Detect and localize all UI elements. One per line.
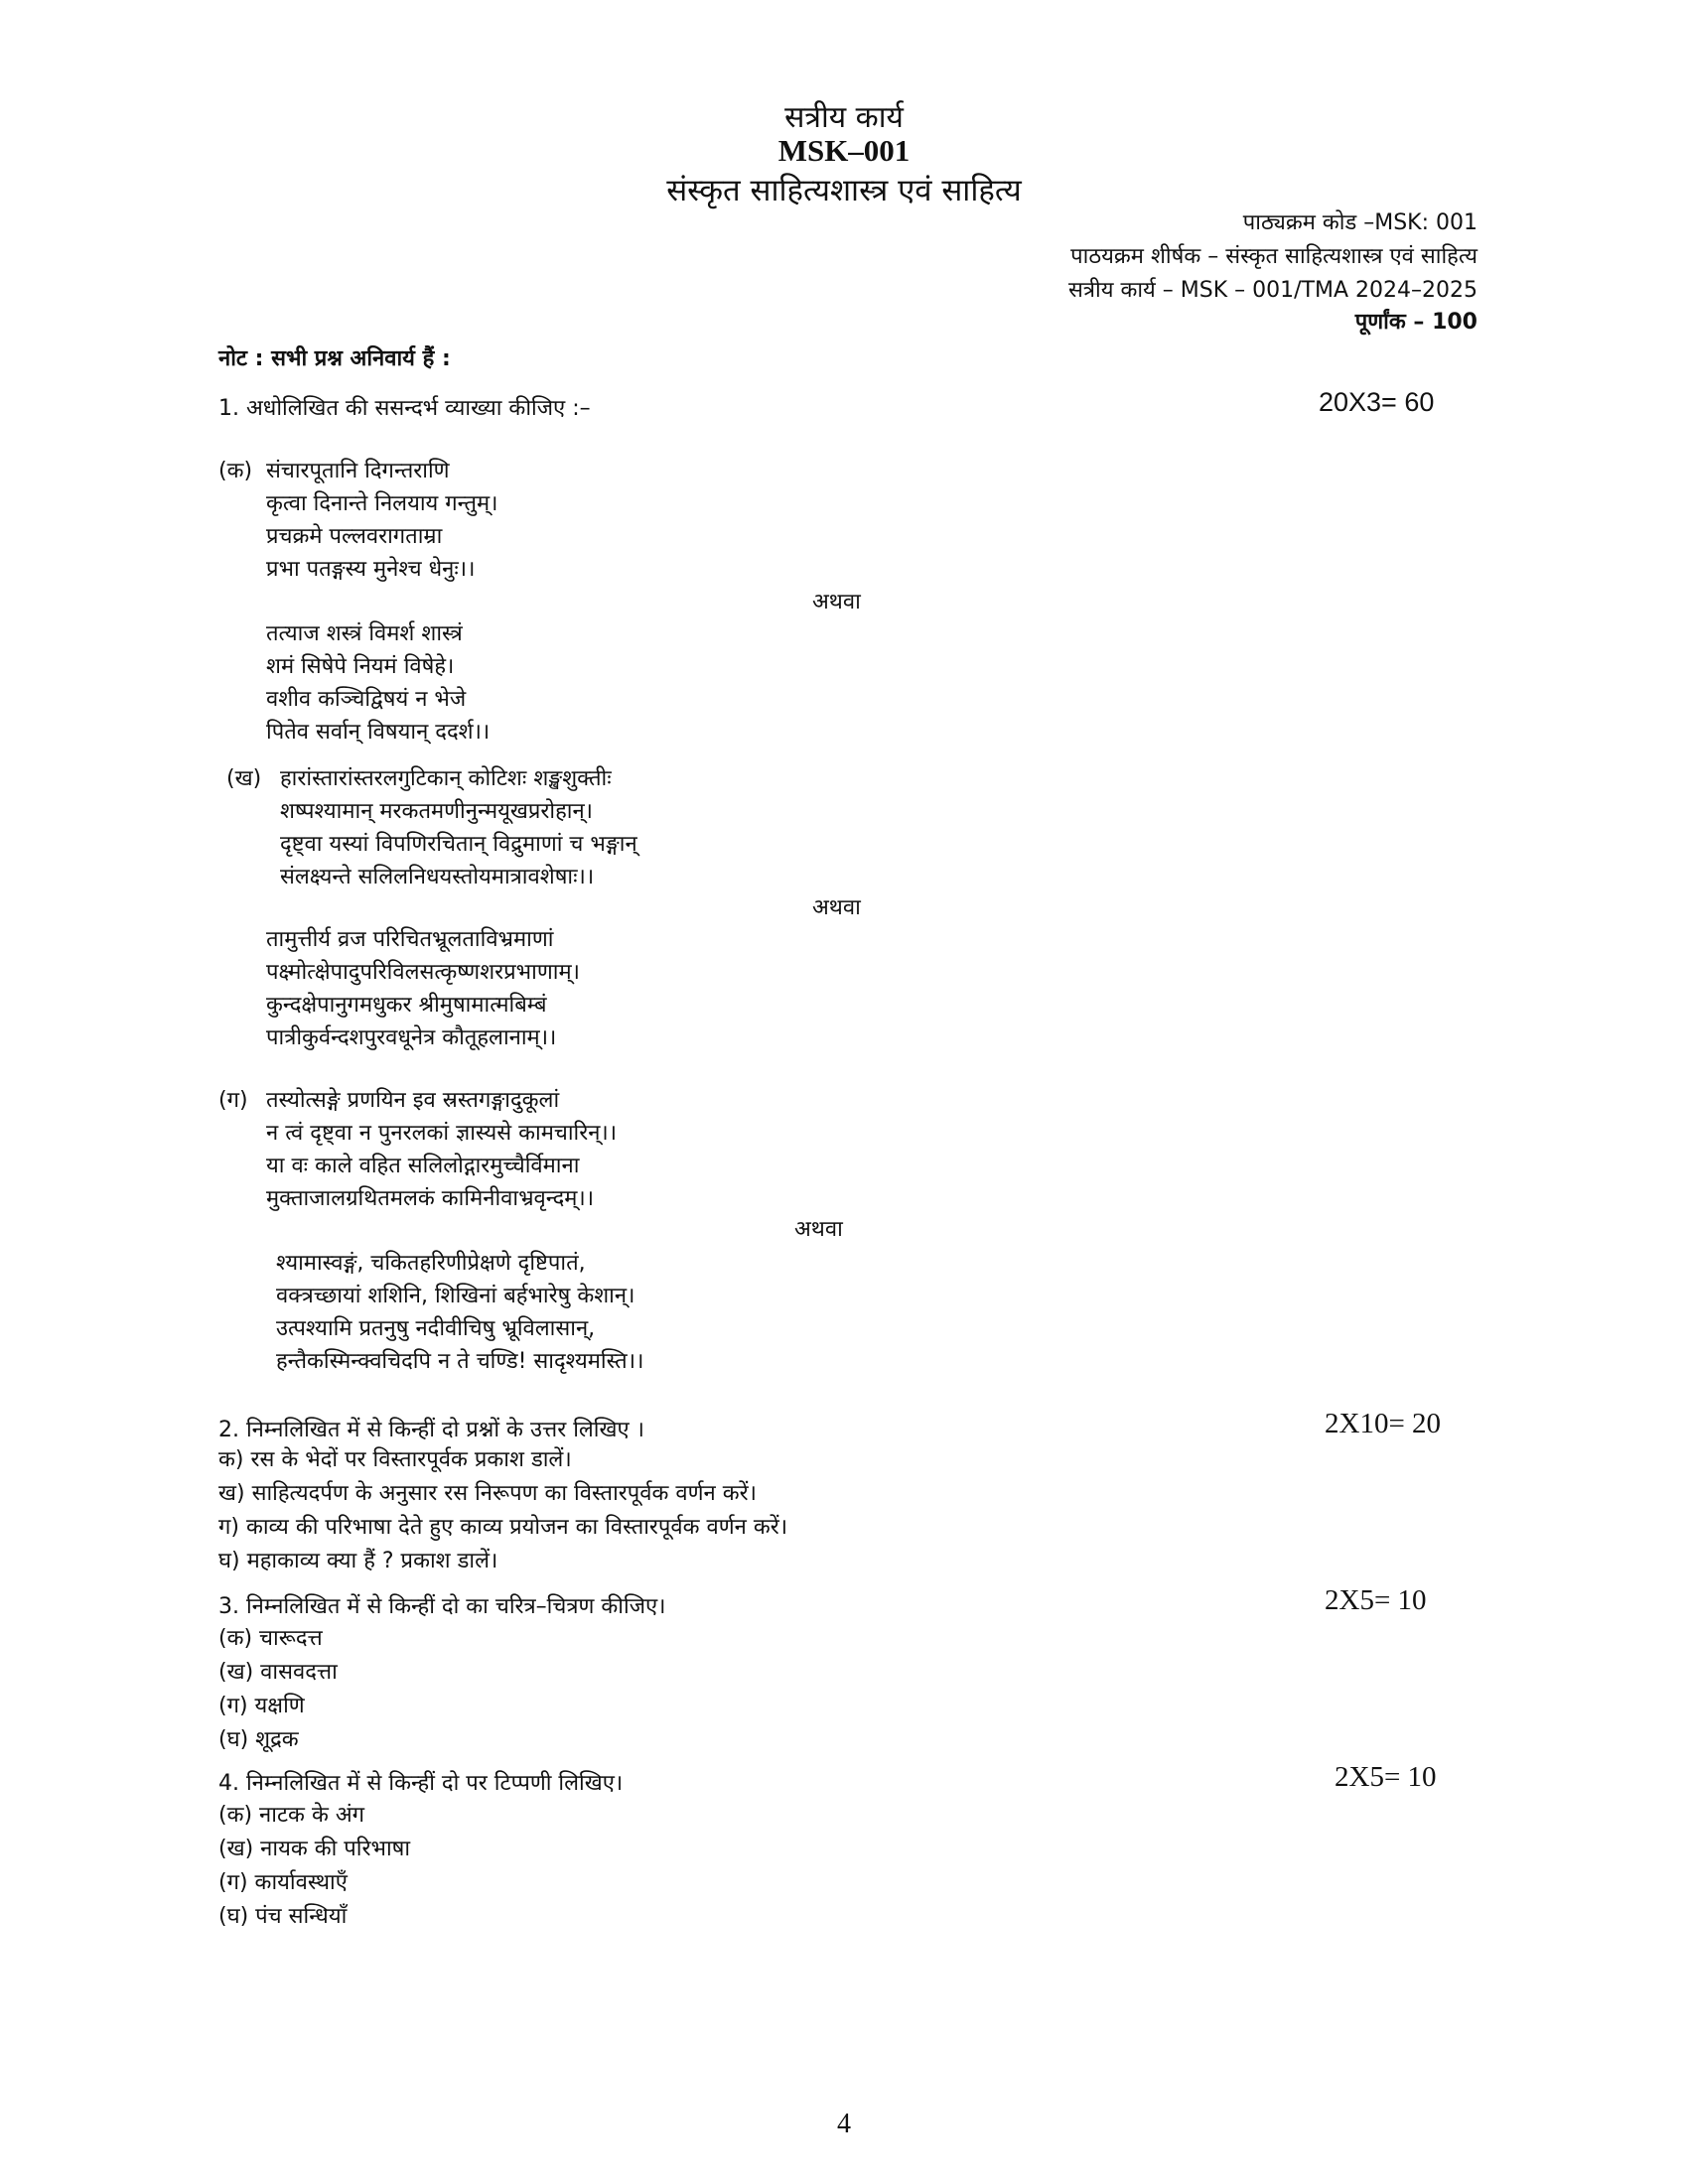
verse-line: वक्त्रच्छायां शशिनि, शिखिनां बर्हभारेषु केशान्। bbox=[276, 1284, 635, 1308]
q1-kha-verse-a bbox=[280, 762, 637, 893]
verse-line: तत्याज शस्त्रं विमर्श शास्त्रं bbox=[266, 621, 463, 646]
list-item: (क) नाटक के अंग bbox=[218, 1803, 365, 1828]
note-line: नोट : सभी प्रश्न अनिवार्य हैं : bbox=[218, 346, 451, 371]
q2-list bbox=[218, 1443, 787, 1578]
list-item: (घ) शूद्रक bbox=[218, 1727, 299, 1752]
q1-ga-verse-b bbox=[276, 1247, 643, 1378]
verse-line: हन्तैकस्मिन्क्वचिदपि न ते चण्डि! सादृश्यमस्ति।। bbox=[276, 1349, 644, 1374]
verse-line: कृत्वा दिनान्ते निलयाय गन्तुम्। bbox=[266, 491, 498, 516]
doc-heading-assignment: सत्रीय कार्य bbox=[784, 100, 904, 135]
q2-marks: 2X10= 20 bbox=[1325, 1408, 1442, 1439]
doc-course-code-title: MSK–001 bbox=[777, 133, 911, 168]
q2-heading: 2. निम्नलिखित में से किन्हीं दो प्रश्नों के उत्तर लिखिए । bbox=[218, 1418, 644, 1442]
verse-line: संचारपूतानि दिगन्तराणि bbox=[266, 459, 450, 483]
course-code-line: पाठ्यक्रम कोड –MSK: 001 bbox=[1242, 210, 1477, 235]
page-number: 4 bbox=[837, 2109, 851, 2139]
verse-line: कुन्दक्षेपानुगमधुकर श्रीमुषामात्मबिम्बं bbox=[266, 993, 547, 1018]
list-item: (ग) कार्यावस्थाएँ bbox=[218, 1870, 348, 1895]
list-item: (क) चारूदत्त bbox=[218, 1626, 323, 1651]
verse-line: श्यामास्वङ्गं, चकितहरिणीप्रेक्षणे दृष्टिपातं, bbox=[276, 1251, 586, 1276]
q3-marks: 2X5= 10 bbox=[1325, 1584, 1427, 1616]
q1-kha-verse-b bbox=[266, 923, 580, 1054]
list-item: ख) साहित्यदर्पण के अनुसार रस निरूपण का विस्तारपूर्वक वर्णन करें। bbox=[218, 1481, 757, 1506]
verse-line: मुक्ताजालग्रथितमलकं कामिनीवाभ्रवृन्दम्।। bbox=[266, 1186, 595, 1211]
verse-line: पात्रीकुर्वन्दशपुरवधूनेत्र कौतूहलानाम्।। bbox=[266, 1025, 557, 1050]
assignment-line: सत्रीय कार्य – MSK – 001/TMA 2024–2025 bbox=[1067, 278, 1477, 303]
verse-line: उत्पश्यामि प्रतनुषु नदीवीचिषु भ्रूविलासान्, bbox=[276, 1316, 596, 1341]
q4-heading: 4. निम्नलिखित में से किन्हीं दो पर टिप्पणी लिखिए। bbox=[218, 1771, 624, 1796]
q1-ka-verse-a bbox=[266, 455, 497, 586]
q1-ga-label: (ग) bbox=[218, 1088, 248, 1113]
q1-ka-verse-b bbox=[266, 617, 490, 749]
verse-line: वशीव कञ्चिद्विषयं न भेजे bbox=[266, 687, 467, 712]
list-item: ग) काव्य की परिभाषा देते हुए काव्य प्रयोजन का विस्तारपूर्वक वर्णन करें। bbox=[218, 1515, 788, 1540]
q1-ka-or: अथवा bbox=[812, 590, 861, 614]
verse-line: प्रभा पतङ्गस्य मुनेश्च धेनुः।। bbox=[266, 557, 476, 582]
q1-kha-or: अथवा bbox=[812, 895, 861, 920]
verse-line: शष्पश्यामान् मरकतमणीनुन्मयूखप्ररोहान्। bbox=[280, 799, 594, 824]
list-item: घ) महाकाव्य क्या हैं ? प्रकाश डालें। bbox=[218, 1549, 498, 1573]
doc-subject-title: संस्कृत साहित्यशास्त्र एवं साहित्य bbox=[666, 173, 1022, 208]
course-title-line: पाठयक्रम शीर्षक – संस्कृत साहित्यशास्त्र एवं साहित्य bbox=[1070, 244, 1477, 269]
list-item: (ख) वासवदत्ता bbox=[218, 1660, 338, 1685]
verse-line: या वः काले वहित सलिलोद्गारमुच्चैर्विमाना bbox=[266, 1154, 580, 1178]
verse-line: संलक्ष्यन्ते सलिलनिधयस्तोयमात्रावशेषाः।। bbox=[280, 865, 595, 889]
q1-marks: 20X3= 60 bbox=[1319, 387, 1435, 417]
q4-list bbox=[218, 1799, 410, 1934]
verse-line: हारांस्तारांस्तरलगुटिकान् कोटिशः शङ्खशुक्तीः bbox=[280, 766, 612, 791]
list-item: (घ) पंच सन्धियाँ bbox=[218, 1904, 348, 1929]
verse-line: पक्ष्मोत्क्षेपादुपरिविलसत्कृष्णशरप्रभाणाम्। bbox=[266, 960, 580, 985]
verse-line: तस्योत्सङ्गे प्रणयिन इव स्रस्तगङ्गादुकूलां bbox=[266, 1088, 560, 1113]
verse-line: न त्वं दृष्ट्वा न पुनरलकां ज्ञास्यसे कामचारिन्।। bbox=[266, 1121, 618, 1146]
list-item: (ग) यक्षणि bbox=[218, 1694, 305, 1718]
max-marks-line: पूर्णांक – 100 bbox=[1354, 310, 1477, 335]
verse-line: दृष्ट्वा यस्यां विपणिरचितान् विद्रुमाणां च भङ्गान् bbox=[280, 832, 637, 857]
list-item: क) रस के भेदों पर विस्तारपूर्वक प्रकाश डालें। bbox=[218, 1447, 572, 1472]
q1-ka-label: (क) bbox=[218, 459, 253, 483]
list-item: (ख) नायक की परिभाषा bbox=[218, 1837, 411, 1861]
verse-line: तामुत्तीर्य व्रज परिचितभ्रूलताविभ्रमाणां bbox=[266, 927, 554, 952]
q1-heading: 1. अधोलिखित की ससन्दर्भ व्याख्या कीजिए :– bbox=[218, 396, 591, 421]
q1-kha-label: (ख) bbox=[226, 766, 262, 791]
q1-ga-or: अथवा bbox=[794, 1217, 843, 1242]
q3-list bbox=[218, 1622, 338, 1757]
q4-marks: 2X5= 10 bbox=[1335, 1761, 1437, 1793]
q3-heading: 3. निम्नलिखित में से किन्हीं दो का चरित्र–चित्रण कीजिए। bbox=[218, 1594, 666, 1619]
verse-line: शमं सिषेपे नियमं विषेहे। bbox=[266, 654, 455, 679]
verse-line: प्रचक्रमे पल्लवरागताम्रा bbox=[266, 524, 443, 549]
q1-ga-verse-a bbox=[266, 1084, 617, 1215]
verse-line: पितेव सर्वान् विषयान् ददर्श।। bbox=[266, 720, 491, 745]
